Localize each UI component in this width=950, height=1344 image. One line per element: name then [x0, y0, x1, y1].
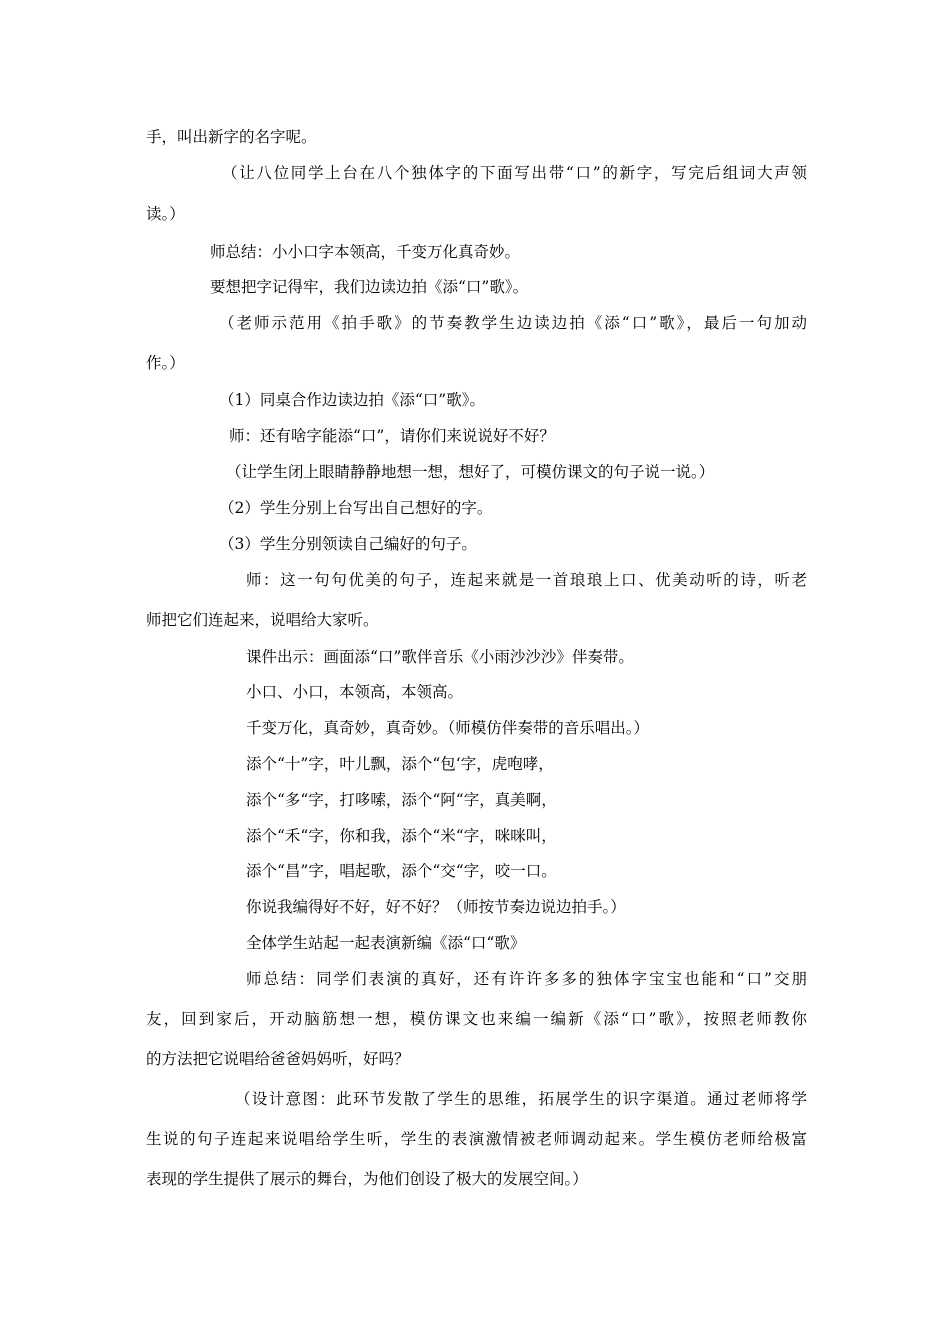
text-line: 添个“十”字，叶儿飘，添个“包‘字，虎咆哮，	[246, 755, 554, 773]
text-line: 手，叫出新字的名字呢。	[146, 128, 317, 146]
text-line: 全体学生站起一起表演新编《添“口“歌》	[246, 934, 526, 952]
text-line: 要想把字记得牢，我们边读边拍《添“口”歌》。	[210, 278, 529, 296]
text-line: 师把它们连起来，说唱给大家听。	[146, 611, 379, 629]
text-line: 小口、小口，本领高，本领高。	[246, 683, 464, 701]
text-line: 你说我编得好不好，好不好？（师按节奏边说边拍手。）	[246, 898, 626, 916]
text-line: （让八位同学上台在八个独体字的下面写出带“口”的新字，写完后组词大声领	[222, 164, 807, 182]
text-line: 友，回到家后，开动脑筋想一想，模仿课文也来编一编新《添“口”歌》，按照老师教你	[146, 1010, 807, 1028]
text-line: 添个“昌”字，唱起歌，添个“交“字，咬一口。	[246, 862, 557, 880]
text-line: 表现的学生提供了展示的舞台，为他们创设了极大的发展空间。）	[146, 1170, 588, 1188]
text-line: （设计意图：此环节发散了学生的思维，拓展学生的识字渠道。通过老师将学	[235, 1090, 807, 1108]
text-line: （1）同桌合作边读边拍《添“口”歌》。	[219, 391, 485, 409]
text-line: 读。）	[146, 205, 185, 223]
text-line: （2）学生分别上台写出自己想好的字。	[219, 499, 493, 517]
text-line: 师总结：同学们表演的真好，还有许许多多的独体字宝宝也能和“口”交朋	[246, 970, 807, 988]
text-line: 添个“禾“字，你和我，添个“米“字，咪咪叫，	[246, 827, 557, 845]
text-line: 添个“多“字，打哆嗦，添个“阿“字，真美啊，	[246, 791, 557, 809]
text-line: （3）学生分别领读自己编好的句子。	[219, 535, 477, 553]
text-line: 师总结：小小口字本领高，千变万化真奇妙。	[210, 243, 521, 261]
text-line: 的方法把它说唱给爸爸妈妈听，好吗？	[146, 1050, 410, 1068]
text-line: 千变万化，真奇妙，真奇妙。（师模仿伴奏带的音乐唱出。）	[246, 719, 650, 737]
text-line: 师：还有啥字能添“口”，请你们来说说好不好？	[229, 427, 555, 445]
text-line: （让学生闭上眼睛静静地想一想，想好了，可模仿课文的句子说一说。）	[226, 463, 715, 481]
text-line: 生说的句子连起来说唱给学生听，学生的表演激情被老师调动起来。学生模仿老师给极富	[146, 1130, 807, 1148]
text-line: （老师示范用《拍手歌》的节奏教学生边读边拍《添“口”歌》，最后一句加动	[219, 314, 807, 332]
text-line: 作。）	[146, 354, 185, 372]
text-line: 师：这一句句优美的句子，连起来就是一首琅琅上口、优美动听的诗，听老	[246, 571, 807, 589]
text-line: 课件出示：画面添“口”歌伴音乐《小雨沙沙沙》伴奏带。	[246, 648, 634, 666]
